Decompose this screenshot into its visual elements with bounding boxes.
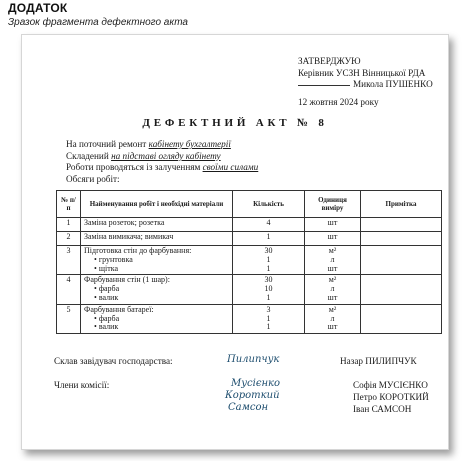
member-name: Петро КОРОТКИЙ (353, 392, 429, 402)
repair-value: кабінету бухгалтерії (148, 139, 231, 149)
row-name: Заміна вимикача; вимикач (81, 232, 233, 246)
member-name: Іван САМСОН (353, 404, 412, 414)
row-note (361, 304, 442, 333)
col-name-header: Найменування робіт і необхідні матеріали (81, 191, 233, 218)
material-item: • фарба (84, 285, 229, 294)
appendix-title: ДОДАТОК (8, 1, 68, 15)
row-num: 2 (57, 232, 81, 246)
approval-block (298, 56, 433, 91)
row-qty-cell (233, 304, 305, 333)
row-unit: м² (328, 275, 337, 285)
basis-label: Складений (66, 150, 112, 161)
member-signature: Короткий (225, 390, 280, 401)
col-num-header: № п/п (57, 191, 81, 218)
row-unit: м² (328, 246, 337, 255)
document-sheet (21, 34, 449, 450)
material-qty: 1 (266, 292, 271, 302)
repair-line (66, 139, 258, 151)
commission-label: Члени комісії: (54, 380, 110, 390)
table-row (57, 275, 442, 304)
composer-signature: Пилипчук (227, 354, 280, 365)
approval-position: Керівник УСЗН Вінницької РДА (298, 67, 426, 78)
row-num: 4 (57, 275, 81, 304)
composer-name: Назар ПИЛИПЧУК (340, 356, 417, 366)
row-unit: шт (305, 232, 361, 246)
material-qty: 1 (266, 313, 271, 323)
material-unit: шт (327, 322, 338, 332)
works-line (66, 162, 258, 174)
material-unit: шт (327, 292, 338, 302)
row-name: Фарбування батареї: (84, 304, 154, 314)
row-qty: 1 (233, 232, 305, 246)
row-num: 5 (57, 304, 81, 333)
member-name: Софія МУСІЄНКО (353, 380, 428, 390)
table-row (57, 232, 442, 246)
row-name: Фарбування стін (1 шар): (84, 275, 170, 285)
approval-heading: ЗАТВЕРДЖУЮ (298, 56, 361, 66)
material-item: • валик (84, 323, 229, 332)
composer-label: Склав завідувач господарства: (54, 356, 173, 366)
member-signature: Самсон (228, 402, 269, 413)
table-row (57, 218, 442, 232)
row-qty: 4 (233, 218, 305, 232)
approval-signatory (298, 79, 433, 91)
row-unit-cell (305, 246, 361, 275)
material-qty: 1 (266, 322, 271, 332)
row-name: Підготовка стін до фарбування: (84, 246, 192, 255)
approval-date: 12 жовтня 2024 року (298, 97, 379, 107)
appendix-subtitle: Зразок фрагмента дефектного акта (8, 17, 188, 28)
row-num: 3 (57, 246, 81, 275)
basis-line (66, 151, 258, 163)
row-name-cell (81, 304, 233, 333)
col-unit-header: Одиниця виміру (305, 191, 361, 218)
works-label: Роботи проводяться із залученням (66, 162, 203, 173)
material-qty: 10 (264, 284, 273, 294)
row-name-cell (81, 275, 233, 304)
row-qty-cell (233, 246, 305, 275)
repair-label: На поточний ремонт (66, 139, 149, 149)
col-note-header: Примітка (361, 191, 442, 218)
works-value: своїми силами (202, 162, 259, 173)
row-unit: шт (305, 218, 361, 232)
material-item: • валик (84, 294, 229, 303)
row-note (361, 232, 442, 246)
row-qty-cell (233, 275, 305, 304)
act-info (66, 139, 258, 185)
works-table (56, 190, 442, 334)
material-unit: шт (327, 263, 338, 273)
material-unit: л (330, 284, 335, 294)
act-title: ДЕФЕКТНИЙ АКТ № 8 (142, 117, 328, 129)
col-qty-header: Кількість (233, 191, 305, 218)
row-unit: м² (328, 304, 337, 314)
table-row (57, 246, 442, 275)
member-signature: Мусієнко (231, 378, 281, 389)
row-qty: 3 (266, 304, 271, 314)
material-qty: 1 (266, 254, 271, 264)
row-note (361, 246, 442, 275)
basis-value: на підставі огляду кабінету (111, 150, 221, 161)
row-qty: 30 (264, 275, 273, 285)
row-unit-cell (305, 304, 361, 333)
table-header-row (57, 191, 442, 218)
material-unit: л (330, 313, 335, 323)
row-num: 1 (57, 218, 81, 232)
material-item: • фарба (84, 315, 229, 324)
approval-signatory-name: Микола ПУШЕНКО (353, 79, 433, 89)
row-unit-cell (305, 275, 361, 304)
row-note (361, 275, 442, 304)
row-name: Заміна розеток; розетка (81, 218, 233, 232)
signature-blank (298, 85, 350, 86)
material-qty: 1 (266, 263, 271, 273)
volumes-label: Обсяги робіт: (66, 173, 120, 184)
row-qty: 30 (264, 246, 273, 255)
row-note (361, 218, 442, 232)
row-name-cell (81, 246, 233, 275)
material-unit: л (330, 254, 335, 264)
table-row (57, 304, 442, 333)
material-item: • грунтовка (84, 256, 229, 265)
material-item: • щітка (84, 265, 229, 274)
